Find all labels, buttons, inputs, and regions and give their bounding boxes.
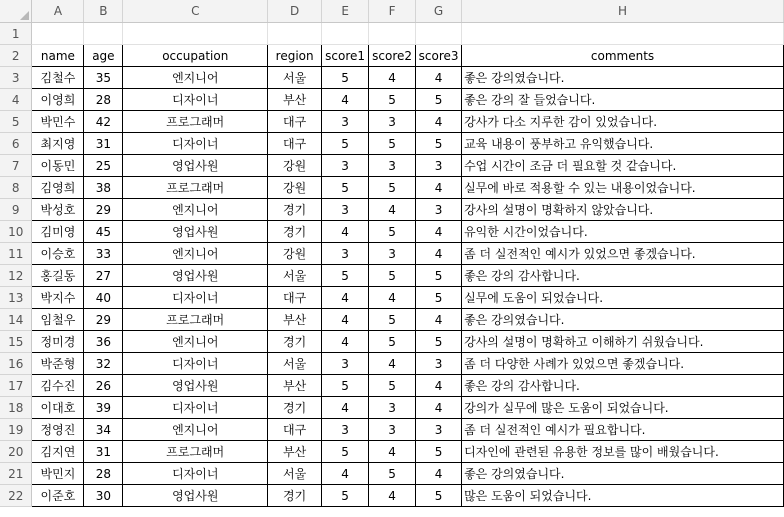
cell-e7[interactable]: 3 bbox=[322, 155, 369, 177]
cell-f2[interactable]: score2 bbox=[369, 45, 416, 67]
cell-b8[interactable]: 38 bbox=[84, 177, 123, 199]
cell-f10[interactable]: 5 bbox=[369, 221, 416, 243]
cell-h15[interactable]: 강사의 설명이 명확하고 이해하기 쉬웠습니다. bbox=[462, 331, 784, 353]
cell-c21[interactable]: 디자이너 bbox=[123, 463, 268, 485]
cell-d7[interactable]: 강원 bbox=[268, 155, 322, 177]
row-header[interactable]: 21 bbox=[0, 463, 32, 485]
cell-e9[interactable]: 3 bbox=[322, 199, 369, 221]
cell-d1[interactable] bbox=[268, 23, 322, 45]
cell-e8[interactable]: 5 bbox=[322, 177, 369, 199]
cell-d6[interactable]: 대구 bbox=[268, 133, 322, 155]
cell-b21[interactable]: 28 bbox=[84, 463, 123, 485]
cell-c20[interactable]: 프로그래머 bbox=[123, 441, 268, 463]
cell-h14[interactable]: 좋은 강의였습니다. bbox=[462, 309, 784, 331]
cell-b9[interactable]: 29 bbox=[84, 199, 123, 221]
cell-d3[interactable]: 서울 bbox=[268, 67, 322, 89]
cell-c13[interactable]: 디자이너 bbox=[123, 287, 268, 309]
cell-a16[interactable]: 박준형 bbox=[32, 353, 84, 375]
cell-b5[interactable]: 42 bbox=[84, 111, 123, 133]
cell-b22[interactable]: 30 bbox=[84, 485, 123, 507]
column-header-d[interactable]: D bbox=[268, 0, 322, 23]
cell-b19[interactable]: 34 bbox=[84, 419, 123, 441]
cell-g10[interactable]: 4 bbox=[416, 221, 462, 243]
cell-a7[interactable]: 이동민 bbox=[32, 155, 84, 177]
column-header-a[interactable]: A bbox=[32, 0, 84, 23]
row-header[interactable]: 2 bbox=[0, 45, 32, 67]
cell-f3[interactable]: 4 bbox=[369, 67, 416, 89]
sheet-row bbox=[0, 353, 784, 375]
row-header[interactable]: 6 bbox=[0, 133, 32, 155]
cell-f22[interactable]: 4 bbox=[369, 485, 416, 507]
row-header[interactable]: 9 bbox=[0, 199, 32, 221]
cell-h3[interactable]: 좋은 강의였습니다. bbox=[462, 67, 784, 89]
sheet-row bbox=[0, 331, 784, 353]
sheet-row bbox=[0, 243, 784, 265]
row-header[interactable]: 18 bbox=[0, 397, 32, 419]
sheet-row bbox=[0, 199, 784, 221]
cell-d2[interactable]: region bbox=[268, 45, 322, 67]
cell-e13[interactable]: 4 bbox=[322, 287, 369, 309]
row-header[interactable]: 13 bbox=[0, 287, 32, 309]
sheet-row bbox=[0, 287, 784, 309]
cell-b20[interactable]: 31 bbox=[84, 441, 123, 463]
cell-h17[interactable]: 좋은 강의 감사합니다. bbox=[462, 375, 784, 397]
cell-f7[interactable]: 3 bbox=[369, 155, 416, 177]
cell-c8[interactable]: 프로그래머 bbox=[123, 177, 268, 199]
cell-e20[interactable]: 5 bbox=[322, 441, 369, 463]
column-header-c[interactable]: C bbox=[123, 0, 268, 23]
column-header-row bbox=[0, 0, 784, 23]
cell-d9[interactable]: 경기 bbox=[268, 199, 322, 221]
cell-g11[interactable]: 4 bbox=[416, 243, 462, 265]
cell-c6[interactable]: 디자이너 bbox=[123, 133, 268, 155]
cell-h12[interactable]: 좋은 강의 감사합니다. bbox=[462, 265, 784, 287]
cell-c7[interactable]: 영업사원 bbox=[123, 155, 268, 177]
cell-d14[interactable]: 부산 bbox=[268, 309, 322, 331]
row-header[interactable]: 22 bbox=[0, 485, 32, 507]
sheet-row bbox=[0, 23, 784, 45]
cell-e3[interactable]: 5 bbox=[322, 67, 369, 89]
cell-b7[interactable]: 25 bbox=[84, 155, 123, 177]
cell-e4[interactable]: 4 bbox=[322, 89, 369, 111]
cell-g13[interactable]: 5 bbox=[416, 287, 462, 309]
cell-c12[interactable]: 영업사원 bbox=[123, 265, 268, 287]
cell-a8[interactable]: 김영희 bbox=[32, 177, 84, 199]
cell-g2[interactable]: score3 bbox=[416, 45, 462, 67]
cell-h13[interactable]: 실무에 도움이 되었습니다. bbox=[462, 287, 784, 309]
row-header[interactable]: 3 bbox=[0, 67, 32, 89]
cell-g21[interactable]: 4 bbox=[416, 463, 462, 485]
row-header[interactable]: 17 bbox=[0, 375, 32, 397]
sheet-row bbox=[0, 133, 784, 155]
cell-f18[interactable]: 3 bbox=[369, 397, 416, 419]
cell-h8[interactable]: 실무에 바로 적용할 수 있는 내용이었습니다. bbox=[462, 177, 784, 199]
column-header-e[interactable]: E bbox=[322, 0, 369, 23]
cell-c1[interactable] bbox=[123, 23, 268, 45]
cell-f1[interactable] bbox=[369, 23, 416, 45]
row-header[interactable]: 12 bbox=[0, 265, 32, 287]
cell-f19[interactable]: 3 bbox=[369, 419, 416, 441]
sheet-row bbox=[0, 111, 784, 133]
cell-a11[interactable]: 이승호 bbox=[32, 243, 84, 265]
grid-body bbox=[0, 23, 784, 507]
cell-h21[interactable]: 좋은 강의였습니다. bbox=[462, 463, 784, 485]
sheet-row bbox=[0, 309, 784, 331]
cell-f6[interactable]: 5 bbox=[369, 133, 416, 155]
cell-a4[interactable]: 이영희 bbox=[32, 89, 84, 111]
cell-c22[interactable]: 영업사원 bbox=[123, 485, 268, 507]
cell-e11[interactable]: 3 bbox=[322, 243, 369, 265]
cell-b1[interactable] bbox=[84, 23, 123, 45]
cell-f15[interactable]: 5 bbox=[369, 331, 416, 353]
cell-h9[interactable]: 강사의 설명이 명확하지 않았습니다. bbox=[462, 199, 784, 221]
row-header[interactable]: 19 bbox=[0, 419, 32, 441]
cell-h11[interactable]: 좀 더 실전적인 예시가 있었으면 좋겠습니다. bbox=[462, 243, 784, 265]
cell-e18[interactable]: 4 bbox=[322, 397, 369, 419]
sheet-row bbox=[0, 89, 784, 111]
cell-g17[interactable]: 4 bbox=[416, 375, 462, 397]
sheet-row bbox=[0, 155, 784, 177]
cell-h5[interactable]: 강사가 다소 지루한 감이 있었습니다. bbox=[462, 111, 784, 133]
cell-b6[interactable]: 31 bbox=[84, 133, 123, 155]
cell-f5[interactable]: 3 bbox=[369, 111, 416, 133]
sheet-row bbox=[0, 419, 784, 441]
cell-f20[interactable]: 4 bbox=[369, 441, 416, 463]
cell-d15[interactable]: 경기 bbox=[268, 331, 322, 353]
cell-g19[interactable]: 3 bbox=[416, 419, 462, 441]
cell-f14[interactable]: 5 bbox=[369, 309, 416, 331]
cell-h2[interactable]: comments bbox=[462, 45, 784, 67]
row-header[interactable]: 7 bbox=[0, 155, 32, 177]
cell-e16[interactable]: 3 bbox=[322, 353, 369, 375]
cell-e15[interactable]: 4 bbox=[322, 331, 369, 353]
cell-e2[interactable]: score1 bbox=[322, 45, 369, 67]
row-header[interactable]: 4 bbox=[0, 89, 32, 111]
cell-c5[interactable]: 프로그래머 bbox=[123, 111, 268, 133]
cell-f11[interactable]: 3 bbox=[369, 243, 416, 265]
cell-d8[interactable]: 강원 bbox=[268, 177, 322, 199]
sheet-row bbox=[0, 441, 784, 463]
cell-b14[interactable]: 29 bbox=[84, 309, 123, 331]
cell-d20[interactable]: 부산 bbox=[268, 441, 322, 463]
cell-b10[interactable]: 45 bbox=[84, 221, 123, 243]
cell-g8[interactable]: 4 bbox=[416, 177, 462, 199]
row-header[interactable]: 20 bbox=[0, 441, 32, 463]
row-header[interactable]: 11 bbox=[0, 243, 32, 265]
cell-h16[interactable]: 좀 더 다양한 사례가 있었으면 좋겠습니다. bbox=[462, 353, 784, 375]
cell-b15[interactable]: 36 bbox=[84, 331, 123, 353]
cell-e17[interactable]: 5 bbox=[322, 375, 369, 397]
cell-d17[interactable]: 부산 bbox=[268, 375, 322, 397]
cell-d5[interactable]: 대구 bbox=[268, 111, 322, 133]
cell-e12[interactable]: 5 bbox=[322, 265, 369, 287]
column-header-f[interactable]: F bbox=[369, 0, 416, 23]
sheet-row bbox=[0, 177, 784, 199]
cell-b17[interactable]: 26 bbox=[84, 375, 123, 397]
cell-d12[interactable]: 서울 bbox=[268, 265, 322, 287]
cell-b4[interactable]: 28 bbox=[84, 89, 123, 111]
cell-a17[interactable]: 김수진 bbox=[32, 375, 84, 397]
sheet-row bbox=[0, 397, 784, 419]
cell-g12[interactable]: 5 bbox=[416, 265, 462, 287]
cell-a2[interactable]: name bbox=[32, 45, 84, 67]
cell-h22[interactable]: 많은 도움이 되었습니다. bbox=[462, 485, 784, 507]
cell-c14[interactable]: 프로그래머 bbox=[123, 309, 268, 331]
cell-c9[interactable]: 엔지니어 bbox=[123, 199, 268, 221]
column-header-b[interactable]: B bbox=[84, 0, 123, 23]
cell-g3[interactable]: 4 bbox=[416, 67, 462, 89]
select-all-corner[interactable] bbox=[0, 0, 32, 23]
cell-d16[interactable]: 서울 bbox=[268, 353, 322, 375]
cell-d19[interactable]: 대구 bbox=[268, 419, 322, 441]
cell-c15[interactable]: 엔지니어 bbox=[123, 331, 268, 353]
cell-d4[interactable]: 부산 bbox=[268, 89, 322, 111]
row-header[interactable]: 14 bbox=[0, 309, 32, 331]
cell-b12[interactable]: 27 bbox=[84, 265, 123, 287]
cell-f21[interactable]: 5 bbox=[369, 463, 416, 485]
cell-e14[interactable]: 4 bbox=[322, 309, 369, 331]
cell-g22[interactable]: 5 bbox=[416, 485, 462, 507]
cell-a14[interactable]: 임철우 bbox=[32, 309, 84, 331]
row-header[interactable]: 15 bbox=[0, 331, 32, 353]
cell-d11[interactable]: 강원 bbox=[268, 243, 322, 265]
cell-d18[interactable]: 경기 bbox=[268, 397, 322, 419]
cell-g20[interactable]: 5 bbox=[416, 441, 462, 463]
cell-b13[interactable]: 40 bbox=[84, 287, 123, 309]
cell-g18[interactable]: 4 bbox=[416, 397, 462, 419]
cell-d22[interactable]: 경기 bbox=[268, 485, 322, 507]
cell-h10[interactable]: 유익한 시간이었습니다. bbox=[462, 221, 784, 243]
cell-a6[interactable]: 최지영 bbox=[32, 133, 84, 155]
cell-f4[interactable]: 5 bbox=[369, 89, 416, 111]
cell-g7[interactable]: 3 bbox=[416, 155, 462, 177]
cell-e5[interactable]: 3 bbox=[322, 111, 369, 133]
cell-g6[interactable]: 5 bbox=[416, 133, 462, 155]
cell-f16[interactable]: 4 bbox=[369, 353, 416, 375]
cell-h4[interactable]: 좋은 강의 잘 들었습니다. bbox=[462, 89, 784, 111]
cell-b2[interactable]: age bbox=[84, 45, 123, 67]
sheet-row bbox=[0, 67, 784, 89]
cell-f9[interactable]: 4 bbox=[369, 199, 416, 221]
sheet-row bbox=[0, 375, 784, 397]
cell-e6[interactable]: 5 bbox=[322, 133, 369, 155]
cell-h1[interactable] bbox=[462, 23, 784, 45]
cell-d21[interactable]: 서울 bbox=[268, 463, 322, 485]
row-header[interactable]: 1 bbox=[0, 23, 32, 45]
cell-c3[interactable]: 엔지니어 bbox=[123, 67, 268, 89]
cell-b18[interactable]: 39 bbox=[84, 397, 123, 419]
cell-f8[interactable]: 5 bbox=[369, 177, 416, 199]
cell-f17[interactable]: 5 bbox=[369, 375, 416, 397]
cell-a10[interactable]: 김미영 bbox=[32, 221, 84, 243]
cell-f12[interactable]: 5 bbox=[369, 265, 416, 287]
cell-d10[interactable]: 경기 bbox=[268, 221, 322, 243]
cell-d13[interactable]: 대구 bbox=[268, 287, 322, 309]
cell-h7[interactable]: 수업 시간이 조금 더 필요할 것 같습니다. bbox=[462, 155, 784, 177]
column-header-h[interactable]: H bbox=[462, 0, 784, 23]
cell-g15[interactable]: 5 bbox=[416, 331, 462, 353]
cell-e21[interactable]: 4 bbox=[322, 463, 369, 485]
cell-e1[interactable] bbox=[322, 23, 369, 45]
cell-g1[interactable] bbox=[416, 23, 462, 45]
cell-g9[interactable]: 3 bbox=[416, 199, 462, 221]
cell-c4[interactable]: 디자이너 bbox=[123, 89, 268, 111]
column-header-g[interactable]: G bbox=[416, 0, 462, 23]
cell-g4[interactable]: 5 bbox=[416, 89, 462, 111]
cell-g5[interactable]: 4 bbox=[416, 111, 462, 133]
cell-c17[interactable]: 영업사원 bbox=[123, 375, 268, 397]
cell-a1[interactable] bbox=[32, 23, 84, 45]
row-header[interactable]: 8 bbox=[0, 177, 32, 199]
cell-e19[interactable]: 3 bbox=[322, 419, 369, 441]
cell-a13[interactable]: 박지수 bbox=[32, 287, 84, 309]
cell-g16[interactable]: 3 bbox=[416, 353, 462, 375]
cell-c2[interactable]: occupation bbox=[123, 45, 268, 67]
cell-b11[interactable]: 33 bbox=[84, 243, 123, 265]
cell-a18[interactable]: 이대호 bbox=[32, 397, 84, 419]
row-header[interactable]: 10 bbox=[0, 221, 32, 243]
cell-c18[interactable]: 디자이너 bbox=[123, 397, 268, 419]
cell-e22[interactable]: 5 bbox=[322, 485, 369, 507]
sheet-row bbox=[0, 45, 784, 67]
cell-a19[interactable]: 정영진 bbox=[32, 419, 84, 441]
cell-a20[interactable]: 김지연 bbox=[32, 441, 84, 463]
cell-c19[interactable]: 엔지니어 bbox=[123, 419, 268, 441]
row-header[interactable]: 16 bbox=[0, 353, 32, 375]
sheet-row bbox=[0, 485, 784, 507]
cell-g14[interactable]: 4 bbox=[416, 309, 462, 331]
cell-c16[interactable]: 디자이너 bbox=[123, 353, 268, 375]
cell-f13[interactable]: 4 bbox=[369, 287, 416, 309]
cell-h19[interactable]: 좀 더 실전적인 예시가 필요합니다. bbox=[462, 419, 784, 441]
cell-c10[interactable]: 영업사원 bbox=[123, 221, 268, 243]
cell-a5[interactable]: 박민수 bbox=[32, 111, 84, 133]
cell-h6[interactable]: 교육 내용이 풍부하고 유익했습니다. bbox=[462, 133, 784, 155]
cell-a12[interactable]: 홍길동 bbox=[32, 265, 84, 287]
cell-a9[interactable]: 박성호 bbox=[32, 199, 84, 221]
cell-c11[interactable]: 엔지니어 bbox=[123, 243, 268, 265]
cell-a21[interactable]: 박민지 bbox=[32, 463, 84, 485]
cell-h18[interactable]: 강의가 실무에 많은 도움이 되었습니다. bbox=[462, 397, 784, 419]
cell-b16[interactable]: 32 bbox=[84, 353, 123, 375]
sheet-row bbox=[0, 463, 784, 485]
sheet-row bbox=[0, 265, 784, 287]
cell-a3[interactable]: 김철수 bbox=[32, 67, 84, 89]
sheet-row bbox=[0, 221, 784, 243]
cell-h20[interactable]: 디자인에 관련된 유용한 정보를 많이 배웠습니다. bbox=[462, 441, 784, 463]
row-header[interactable]: 5 bbox=[0, 111, 32, 133]
cell-a22[interactable]: 이준호 bbox=[32, 485, 84, 507]
cell-a15[interactable]: 정미경 bbox=[32, 331, 84, 353]
cell-b3[interactable]: 35 bbox=[84, 67, 123, 89]
cell-e10[interactable]: 4 bbox=[322, 221, 369, 243]
